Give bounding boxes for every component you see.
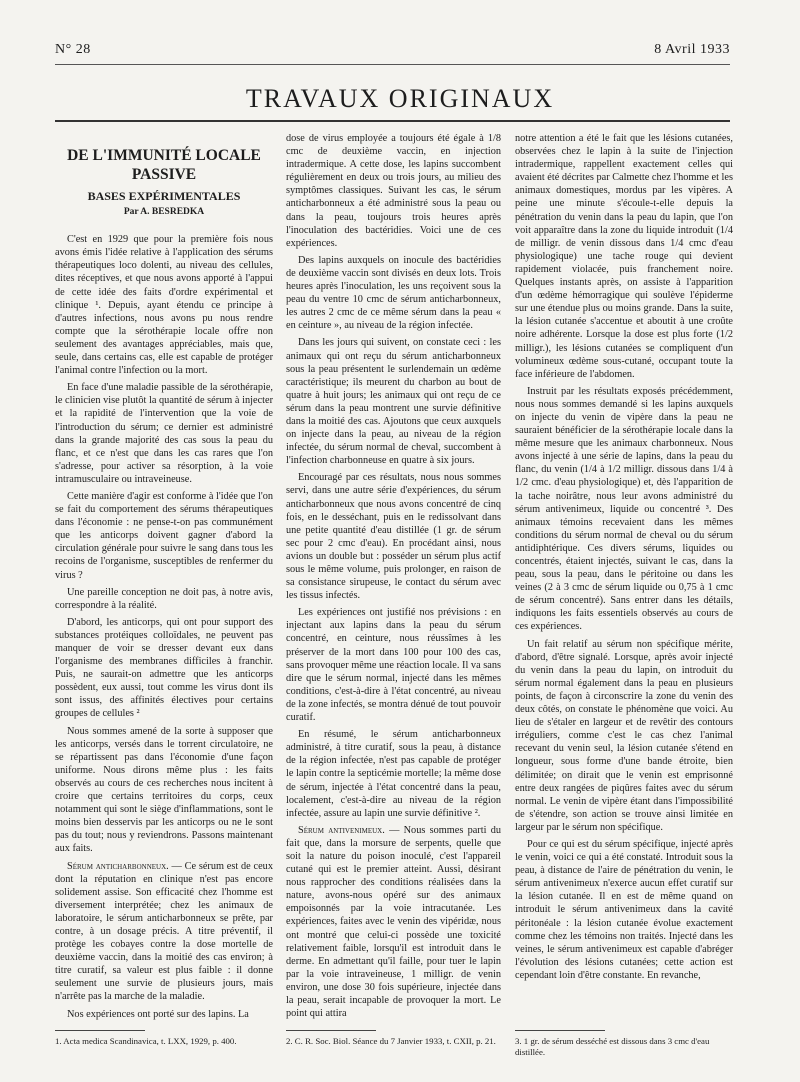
column-1 [55,132,273,1022]
paragraph: Un fait relatif au sérum non spécifique mérite, d'abord, d'être signalé. Lorsque, après avoir injecté du venin dans la peau du lapin, on introduit du sérum normal également dans la peau en plusieurs points, de façon à circonscrire la zone du venin des deux côtés, on constate le phénomène que voici. Au lieu de s'étaler en largeur et de revêtir des contours irréguliers, comme c'est le cas chez l'animal recevant du venin seul, la lésion cutanée s'étend en longueur, sous forme d'une bande étroite, bien délimitée; on dirait que le venin est emprisonné entre deux rangées de piqûres faites avec du sérum normal. Le venin de vipère étant dans l'impossibilité de s'étendre, son action se trouve ainsi limitée en largeur par le sérum non spécifique. [515,638,733,833]
paragraph: dose de virus employée a toujours été égale à 1/8 cmc de deuxième vaccin, en injection intradermique. A cette dose, les lapins succombent régulièrement en deux ou trois jours, au milieu des symptômes classiques. Suivant les cas, le sérum anticharbonneux a été administré sous la peau ou dans la peau, toujours trois heures après l'inoculation des bactéridies. Voici une de ces expériences. [286,133,501,249]
article-title-line-1: DE L'IMMUNITÉ LOCALE [67,147,261,164]
paragraph-text: — Ce sérum est de ceux dont la réputation en clinique n'est pas encore solidement assise. Son efficacité chez l'homme est diversement interprétée; chez les animaux de laboratoire, le sérum anticharbonneux se prête, par contre, à un dosage précis. A titre préventif, il protège les cobayes contre la dose mortelle de deuxième vaccin, dans la moitié des cas environ; à titre curatif, sa valeur est plus faible : il donne seulement une survie de plusieurs jours, mais n'arrête pas la marche de la maladie. [55,860,273,1003]
footnote-rule [55,1030,145,1031]
issue-number: N° 28 [55,42,91,57]
section-rule [55,120,730,122]
paragraph: Nous sommes amené de la sorte à supposer que les anticorps, versés dans le torrent circulatoire, ne se répartissent pas dans l'économie d'une façon uniforme. Nous dirons même plus : les faits observés au cours de ces recherches nous incitent à croire que certains territoires du corps, ceux notamment qui sont le siège d'inflammations, sont le moins bien desservis par les anticorps ou ne le sont pas du tout; nous y reviendrons. Passons maintenant aux faits. [55,725,273,855]
section-title: TRAVAUX ORIGINAUX [245,84,555,113]
column-3 [515,132,733,1022]
header-rule [55,64,730,65]
footnote-1: 1. Acta medica Scandinavica, t. LXX, 1929, p. 400. [55,1036,237,1046]
paragraph: Dans les jours qui suivent, on constate ceci : les animaux qui ont reçu du sérum anticharbonneux sous la peau présentent le surlendemain un œdème caractéristique; ils meurent du charbon au bout de quatre à huit jours; les animaux qui ont reçu de ce sérum dans la peau montrent une survie définitive dans la moitié des cas. Ajoutons que ceux auxquels on injecte dans la peau, au niveau de la région infectée, du sérum normal de cheval, succombent à l'infection charbonneuse en quatre à six jours. [286,337,501,467]
footnote-rule [515,1030,605,1031]
footnote-2: 2. C. R. Soc. Biol. Séance du 7 Janvier 1933, t. CXII, p. 21. [286,1036,496,1046]
footnote-rule [286,1030,376,1031]
article-title-line-2: PASSIVE [131,166,197,183]
paragraph: Cette manière d'agir est conforme à l'idée que l'on se fait du comportement des sérums thérapeutiques dans l'économie : ne pense-t-on pas communément que les anticorps doivent gagner d'abord la circulation générale pour suivre le sang dans tous les recoins de l'organisme, susceptibles de renfermer du virus ? [55,490,273,581]
issue-date: 8 Avril 1933 [654,42,730,57]
paragraph [286,824,501,1020]
paragraph: En résumé, le sérum anticharbonneux administré, à titre curatif, sous la peau, à distance de la région infectée, n'est pas capable de protéger le lapin contre la septicémie mortelle; la même dose de sérum, injectée à l'état concentré dans la peau, localement, c'est-à-dire au niveau de la région infectée, assure au lapin une survie définitive ². [286,729,501,819]
article-title [55,146,273,184]
paragraph: Nos expériences ont porté sur des lapins. La [67,1008,249,1020]
footnote-3: 3. 1 gr. de sérum desséché est dissous dans 3 cmc d'eau distillée. [515,1036,710,1057]
paragraph: Les expériences ont justifié nos prévisions : en injectant aux lapins dans la peau du sérum concentré, en ceinture, nous réussîmes à les préserver de la mort dans 100 pour 100 des cas, sans provoquer même une réaction locale. Il va sans dire que le sérum normal, injecté dans les mêmes conditions, c'est-à-dire à l'état concentré, au niveau de la zone infectés, se montra dénué de tout pouvoir curatif. [286,607,501,724]
paragraph: Des lapins auxquels on inocule des bactéridies de deuxième vaccin sont divisés en deux lots. Trois heures après l'inoculation, les uns reçoivent sous la peau du ventre 10 cmc de sérum anticharbonneux, les autres 2 cmc de ce même sérum dans la peau « en ceinture », au niveau de la région infectée. [286,254,501,332]
paragraph: Instruit par les résultats exposés précédemment, nous nous sommes demandé si les lapins auxquels on injecte du venin de vipère dans la peau ne sauraient bénéficier de la sérothérapie locale dans la même mesure que les animaux charbonneux. Nous avons injecté à une série de lapins, dans la peau du flanc, du venin (1/4 à 1/2 milligr. dissous dans 1/4 à 1/2 cmc. d'eau physiologique) et, dès l'apparition de la tache noirâtre, nous leur avons administré du sérum antivenimeux, liquide ou concentré ³. Des animaux témoins recevaient dans les mêmes conditions du sérum normal de cheval ou du sérum antidiphtérique. Ces divers sérums, liquides ou concentrés, étaient injectés, suivant le cas, dans la peau, sous la peau, dans le péritoine ou dans les veines (2 à 3 cmc de sérum liquide ou 0,75 à 1 cmc de sérum concentré). Sans entrer dans les détails, indiquons les faits essentiels observés au cours de ces expériences. [515,385,733,633]
paragraph-text: — Nous sommes parti du fait que, dans la morsure de serpents, quelle que soit la nature du poison inoculé, c'est l'appareil cutané qui est le premier atteint. Aussi, désirant nous rapprocher des conditions réalisées dans la nature, avons-nous opéré sur des animaux empoisonnés par la voie intracutanée. Les expériences, faites avec le venin des vipéridæ, nous ont montré que celui-ci possède une toxicité relativement faible, lorsqu'il est introduit dans le derme. En admettant qu'il faille, pour tuer le lapin par la voie intraveineuse, 1 milligr. de venin environ, une dose 30 fois supérieure, injectée dans la peau, serait incapable de provoquer la mort. Le point qui attira [286,824,501,1020]
paragraph: Pour ce qui est du sérum spécifique, injecté après le venin, voici ce qui a été constaté. Introduit sous la peau, à distance de l'aire de pénétration du venin, le sérum antivenimeux n'exerce aucun effet curatif sur la lésion cutanée. Il en est de même quand on introduit le sérum antivenimeux dans la cavité péritonéale : la lésion cutanée évolue exactement comme chez les témoins non traités. Injecté dans les veines, le sérum antivenimeux est capable d'abréger l'évolution des lésions cutanées; cette action est cependant loin d'être constante. En revanche, [515,838,733,981]
run-in-heading: Sérum anticharbonneux. [67,860,169,872]
paragraph: Une pareille conception ne doit pas, à notre avis, correspondre à la réalité. [55,586,273,611]
article-subtitle: BASES EXPÉRIMENTALES [87,189,241,203]
paragraph: Encouragé par ces résultats, nous nous sommes servi, dans une autre série d'expériences, du sérum anticharbonneux que nous avons concentré de cinq fois, en le desséchant, puis en le redissolvant dans une petite quantité d'eau distillée (1 gr. de sérum sec pour 2 cmc d'eau). En procédant ainsi, nous avions un double but : posséder un sérum plus actif sous le même volume, puis prolonger, en raison de sa consistance sirupeuse, le contact du sérum avec les tissus infectés. [286,472,501,602]
column-2 [286,132,501,1022]
paragraph: En face d'une maladie passible de la sérothérapie, le clinicien vise plutôt la quantité de sérum à injecter et la rapidité de l'intervention que la voie de l'introduction du sérum; ce dernier est administré dans la grande majorité des cas sous la peau du flanc, et ce n'est que dans les cas rares que l'on s'adresse, pour activer sa résorption, à la voie intramusculaire ou intraveineuse. [55,382,273,485]
paragraph: D'abord, les anticorps, qui ont pour support des substances protéiques colloïdales, ne peuvent pas manquer de voir se dresser devant eux dans l'organisme des membranes difficiles à franchir. Puis, ne saurait-on admettre que les anticorps possèdent, eux aussi, tout comme les virus dont ils sont issus, des affinités électives pour certains groupes de cellules ² [55,616,273,720]
paragraph [55,860,273,1004]
paragraph: notre attention a été le fait que les lésions cutanées, observées chez le lapin à la suite de l'injection intradermique, rappellent exactement celles qui avaient été décrites par Calmette chez l'homme et les animaux domestiques, mordus par les vipères. A peine une minute s'écoule-t-elle depuis la pénétration du venin dans la peau du lapin, que l'on voit apparaître dans la zone du liquide introduit (1/4 de milligr. de venin dissous dans 1/4 cmc d'eau physiologique) une tache rouge qui devient rapidement violacée, puis franchement noire. Quelques instants après, on assiste à l'apparition d'un œdème hémorragique qui soulève l'épiderme sur une étendue plus ou moins grande. Dans la suite, la lésion cutanée s'accentue et aboutit à une croûte noire adhérente. Lorsque la dose est plus forte (1/2 milligr.), les lésions cutanées se compliquent d'un volumineux œdème sous-cutané, occupant toute la face inférieure de l'abdomen. [515,133,733,380]
run-in-heading: Sérum antivenimeux. [298,824,385,836]
article-author: Par A. BESREDKA [123,207,205,218]
paragraph: C'est en 1929 que pour la première fois nous avons émis l'idée relative à l'application des sérums thérapeutiques loco dolenti, au niveau des cellules, dites réceptives, et que nous avons apporté à l'appui de cette idée des faits d'ordre expérimental et clinique ¹. Depuis, ayant étendu ce principe à d'autres infections, nous avons pu nous rendre compte que la sérothérapie locale offre non seulement des avantages appréciables, mais que, seule, dans certains cas, elle est capable de protéger l'animal contre l'infection ou la mort. [55,234,273,377]
